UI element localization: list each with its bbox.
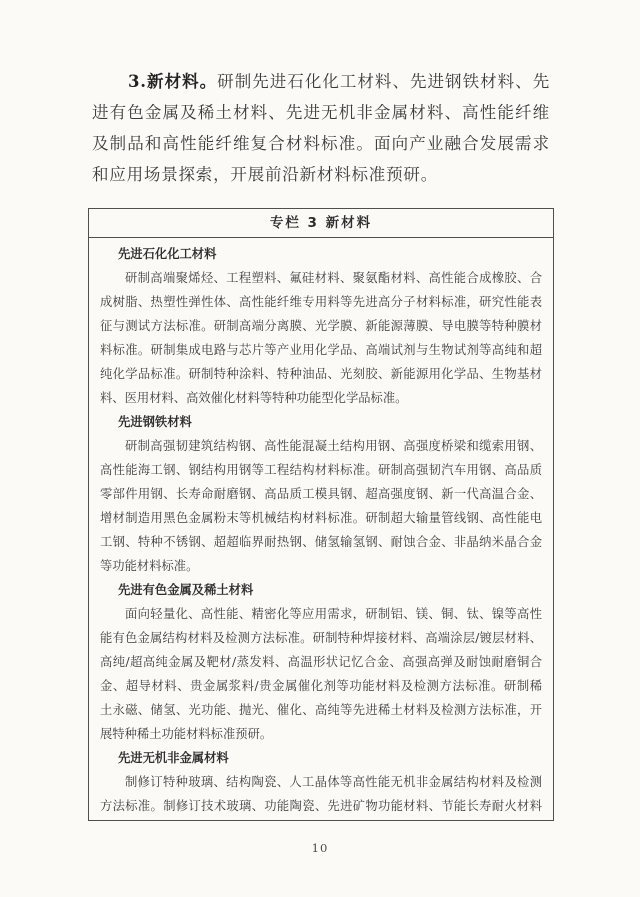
box-text-line: 增材制造用黑色金属粉末等机械结构材料标准。研制超大输量管线钢、高性能电	[100, 511, 542, 525]
intro-line	[92, 66, 550, 97]
box-text-line: 高性能海工钢、钢结构用钢等工程结构材料标准。研制高强韧汽车用钢、高品质	[100, 463, 542, 477]
panel-body	[89, 238, 553, 818]
box-text-line: 制修订特种玻璃、结构陶瓷、人工晶体等高性能无机非金属结构材料及检测	[125, 775, 542, 789]
intro-paragraph	[92, 66, 550, 190]
section-heading: 先进有色金属及稀土材料	[118, 582, 254, 597]
box-text-line: 零部件用钢、长寿命耐磨钢、高品质工模具钢、超高强度钢、新一代高温合金、	[100, 487, 542, 501]
box-text-line: 展特种稀土功能材料标准预研。	[100, 727, 273, 741]
box-text-line: 料、医用材料、高效催化材料等特种功能型化学品标准。	[100, 391, 408, 405]
intro-lead-bold: 3.新材料。	[128, 72, 218, 91]
box-text-line: 纯化学品标准。研制特种涂料、特种油品、光刻胶、新能源用化学品、生物基材	[100, 367, 542, 381]
column-3-box	[88, 208, 554, 821]
box-text-line: 成树脂、热塑性弹性体、高性能纤维专用料等先进高分子材料标准，研究性能表	[100, 295, 542, 309]
intro-lead-rest: 研制先进石化化工材料、先进钢铁材料、先	[217, 72, 550, 91]
box-text-line: 土永磁、储氢、光功能、抛光、催化、高纯等先进稀土材料及检测方法标准，开	[100, 703, 542, 717]
box-text-line: 工钢、特种不锈钢、超超临界耐热钢、储氢输氢钢、耐蚀合金、非晶纳米晶合金	[100, 535, 542, 549]
box-text-line: 金、超导材料、贵金属浆料/贵金属催化剂等功能材料及检测方法标准。研制稀	[100, 679, 542, 693]
intro-line: 进有色金属及稀土材料、先进无机非金属材料、高性能纤维	[92, 103, 550, 122]
box-text-line: 方法标准。制修订技术玻璃、功能陶瓷、先进矿物功能材料、节能长寿耐火材料	[100, 799, 542, 813]
intro-line: 及制品和高性能纤维复合材料标准。面向产业融合发展需求	[92, 134, 550, 153]
box-text-line: 高纯/超高纯金属及靶材/蒸发料、高温形状记忆合金、高强高弹及耐蚀耐磨铜合	[100, 655, 542, 669]
box-text-line: 研制高强韧建筑结构钢、高性能混凝土结构用钢、高强度桥梁和缆索用钢、	[125, 439, 542, 453]
box-text-line: 料标准。研制集成电路与芯片等产业用化学品、高端试剂与生物试剂等高纯和超	[100, 343, 542, 357]
box-text-line: 能有色金属结构材料及检测方法标准。研制特种焊接材料、高端涂层/镀层材料、	[100, 631, 542, 645]
page-number: 10	[311, 841, 329, 855]
box-text-line: 研制高端聚烯烃、工程塑料、氟硅材料、聚氨酯材料、高性能合成橡胶、合	[125, 271, 542, 285]
section-heading: 先进钢铁材料	[118, 414, 192, 429]
box-text-line: 征与测试方法标准。研制高端分离膜、光学膜、新能源薄膜、导电膜等特种膜材	[100, 319, 542, 333]
section-heading: 先进石化化工材料	[118, 246, 217, 261]
box-text-line: 面向轻量化、高性能、精密化等应用需求，研制铝、镁、铜、钛、镍等高性	[125, 607, 542, 621]
box-text-line: 等功能材料标准。	[100, 559, 199, 573]
intro-line: 和应用场景探索，开展前沿新材料标准预研。	[92, 165, 438, 184]
panel-title: 专栏 3 新材料	[89, 209, 553, 238]
section-heading: 先进无机非金属材料	[118, 750, 229, 765]
